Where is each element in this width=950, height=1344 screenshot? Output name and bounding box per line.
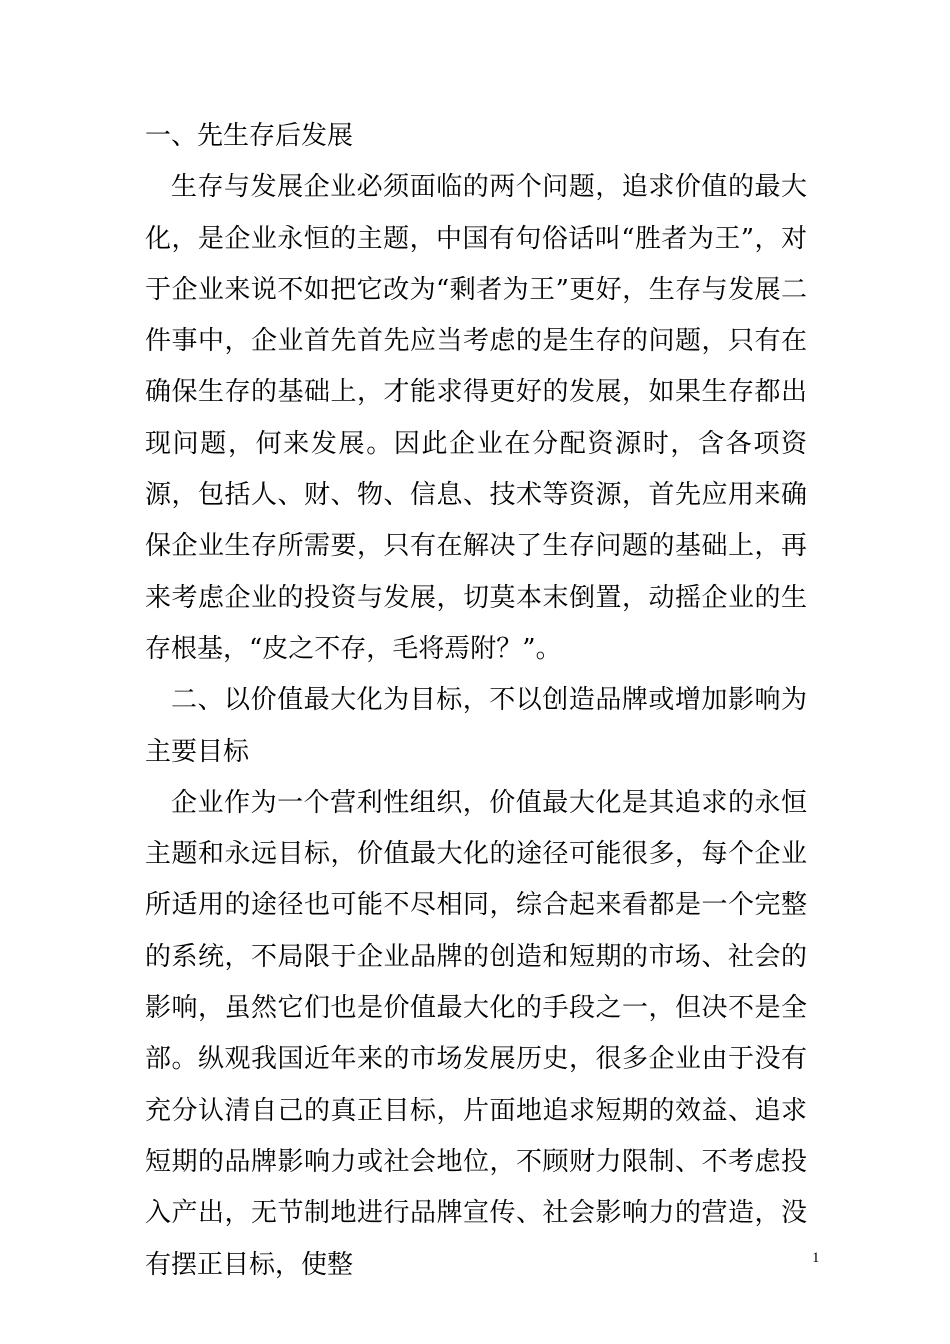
paragraph-1: 生存与发展企业必须面临的两个问题，追求价值的最大化，是企业永恒的主题，中国有句俗话叫“胜者为王”，对于企业来说不如把它改为“剩者为王”更好，生存与发展二件事中，企业首先首先应当考虑的是生存的问题，只有在确保生存的基础上，才能求得更好的发展，如果生存都出现问题，何来发展。因此企业在分配资源时，含各项资源，包括人、财、物、信息、技术等资源，首先应用来确保企业生存所需要，只有在解决了生存问题的基础上，再来考虑企业的投资与发展，切莫本末倒置，动摇企业的生存根基，“皮之不存，毛将焉附？”。 bbox=[145, 172, 807, 664]
page-number: 1 bbox=[812, 1250, 820, 1266]
section-heading-2: 二、以价值最大化为目标，不以创造品牌或增加影响为主要目标 bbox=[145, 685, 807, 767]
document-body bbox=[145, 111, 807, 1291]
section-heading-1: 一、先生存后发展 bbox=[145, 121, 354, 151]
paragraph-2: 企业作为一个营利性组织，价值最大化是其追求的永恒主题和永远目标，价值最大化的途径可能很多，每个企业所适用的途径也可能不尽相同，综合起来看都是一个完整的系统，不局限于企业品牌的创造和短期的市场、社会的影响，虽然它们也是价值最大化的手段之一，但决不是全部。纵观我国近年来的市场发展历史，很多企业由于没有充分认清自己的真正目标，片面地追求短期的效益、追求短期的品牌影响力或社会地位，不顾财力限制、不考虑投入产出，无节制地进行品牌宣传、社会影响力的营造，没有摆正目标，使整 bbox=[145, 787, 807, 1280]
